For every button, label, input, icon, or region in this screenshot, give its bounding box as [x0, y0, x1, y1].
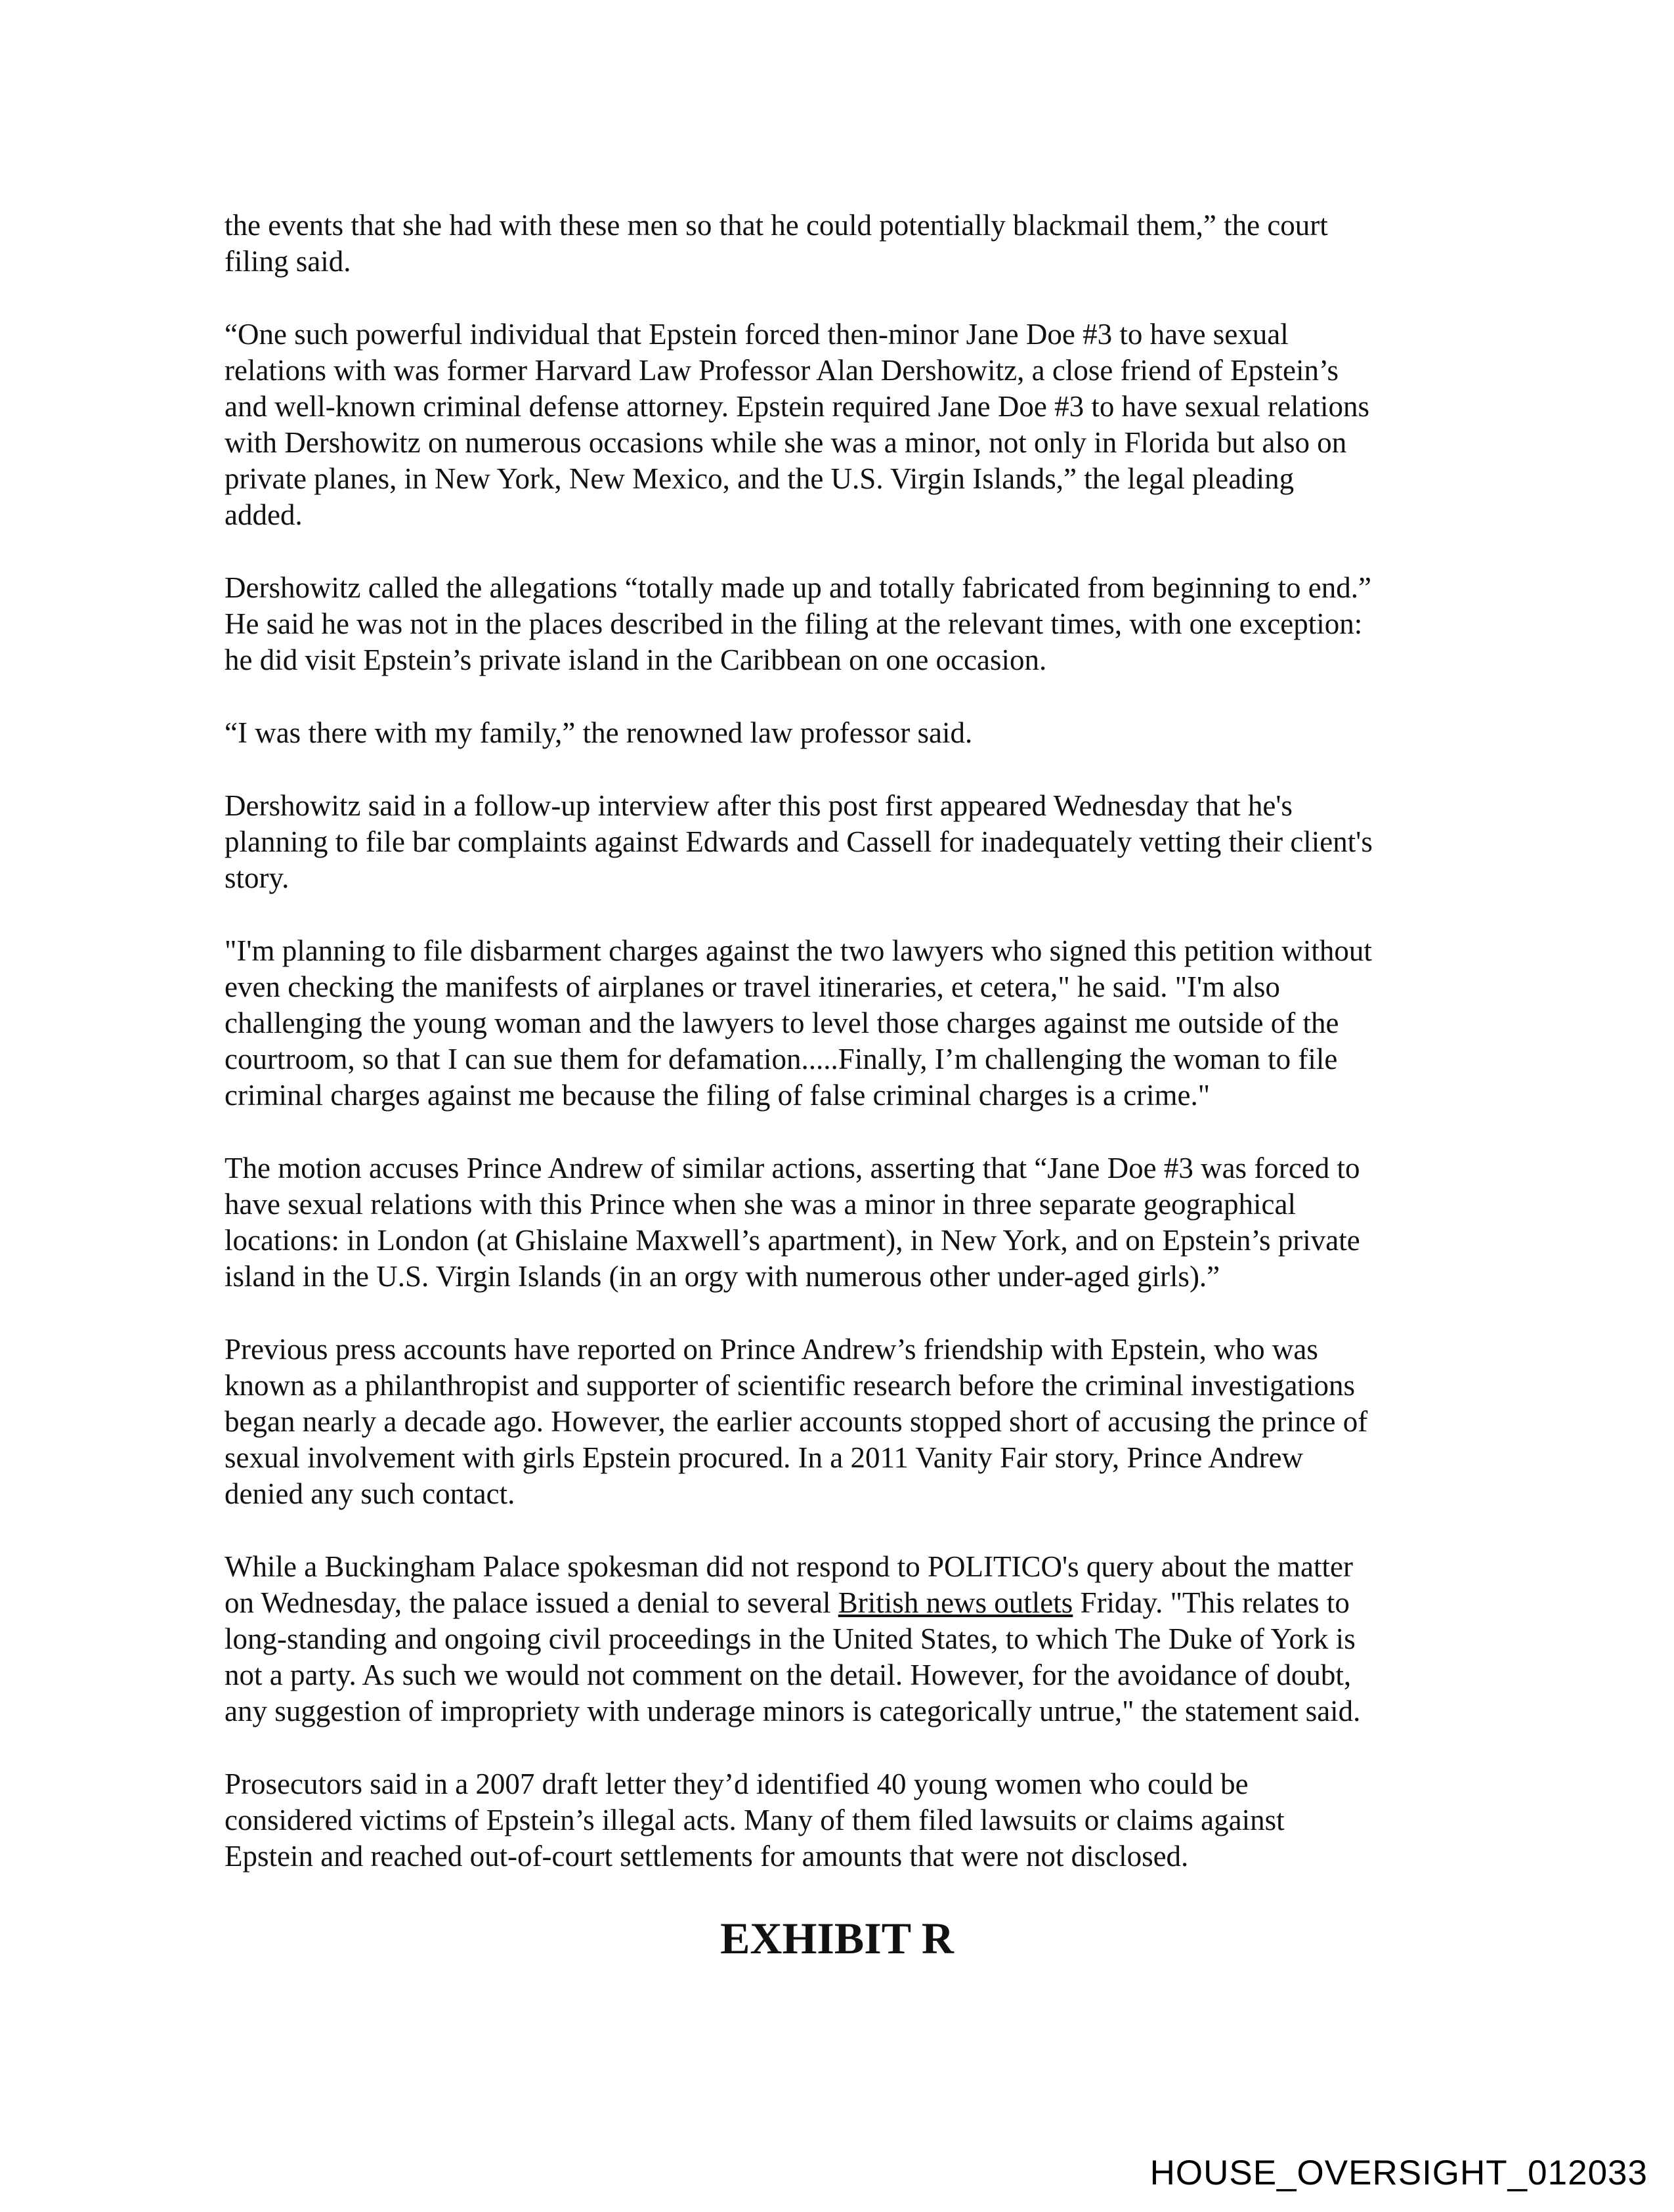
paragraph-bar-complaints: Dershowitz said in a follow-up interview after this post first appeared Wednesday that he's planning to file bar complaints against Edwards and Cassell for inadequately vetting their client's story.	[225, 789, 1373, 894]
british-news-outlets-link[interactable]: British news outlets	[838, 1586, 1073, 1619]
paragraph-dershowitz-allegation: “One such powerful individual that Epstein forced then-minor Jane Doe #3 to have sexual relations with was former Harvard Law Professor Alan Dershowitz, a close friend of Epstein’s and well-known criminal defense attorney. Epstein required Jane Doe #3 to have sexual relations with Dershowitz on numerous occasions while she was a minor, not only in Florida but also on private planes, in New York, New Mexico, and the U.S. Virgin Islands,” the legal pleading added.	[225, 318, 1369, 531]
paragraph-court-filing: the events that she had with these men so that he could potentially blackmail them,” the court filing said.	[225, 209, 1328, 278]
paragraph-press-accounts: Previous press accounts have reported on Prince Andrew’s friendship with Epstein, who was known as a philanthropist and supporter of scientific research before the criminal investigations began nearly a decade ago. However, the earlier accounts stopped short of accusing the prince of sexual involvement with girls Epstein procured. In a 2011 Vanity Fair story, Prince Andrew denied any such contact.	[225, 1333, 1368, 1510]
paragraph-family-quote: “I was there with my family,” the renowned law professor said.	[225, 716, 973, 749]
paragraph-prince-andrew-motion: The motion accuses Prince Andrew of similar actions, asserting that “Jane Doe #3 was forced to have sexual relations with this Prince when she was a minor in three separate geographical locations: in London (at Ghislaine Maxwell’s apartment), in New York, and on Epstein’s private island in the U.S. Virgin Islands (in an orgy with numerous other under-aged girls).”	[225, 1152, 1360, 1293]
palace-text-before-link: While a Buckingham Palace spokesman did not respond to POLITICO's query about the matter on Wednesday, the palace issued a denial to several	[225, 1550, 1353, 1619]
article-body	[225, 207, 1459, 1911]
paragraph-dershowitz-denial: Dershowitz called the allegations “totally made up and totally fabricated from beginning to end.” He said he was not in the places described in the filing at the relevant times, with one exception: he did visit Epstein’s private island in the Caribbean on one occasion.	[225, 571, 1371, 676]
paragraph-disbarment-quote: "I'm planning to file disbarment charges against the two lawyers who signed this petition without even checking the manifests of airplanes or travel itineraries, et cetera," he said. "I'm also challenging the young woman and the lawyers to level those charges against me outside of the courtroom, so that I can sue them for defamation.....Finally, I’m challenging the woman to file criminal charges against me because the filing of false criminal charges is a crime."	[225, 934, 1372, 1112]
bates-stamp: HOUSE_OVERSIGHT_012033	[1149, 2154, 1648, 2192]
paragraph-prosecutors: Prosecutors said in a 2007 draft letter they’d identified 40 young women who could be considered victims of Epstein’s illegal acts. Many of them filed lawsuits or claims against Epstein and reached out-of-court settlements for amounts that were not disclosed.	[225, 1767, 1285, 1873]
palace-text-after-link: Friday. "This relates to long-standing and ongoing civil proceedings in the United States, to which The Duke of York is not a party. As such we would not comment on the detail. However, for the avoidance of doubt, any suggestion of impropriety with underage minors is categorically untrue," the statement said.	[225, 1586, 1361, 1727]
exhibit-heading: EXHIBIT R	[720, 1913, 954, 1963]
paragraph-palace-denial	[225, 1549, 1459, 1729]
